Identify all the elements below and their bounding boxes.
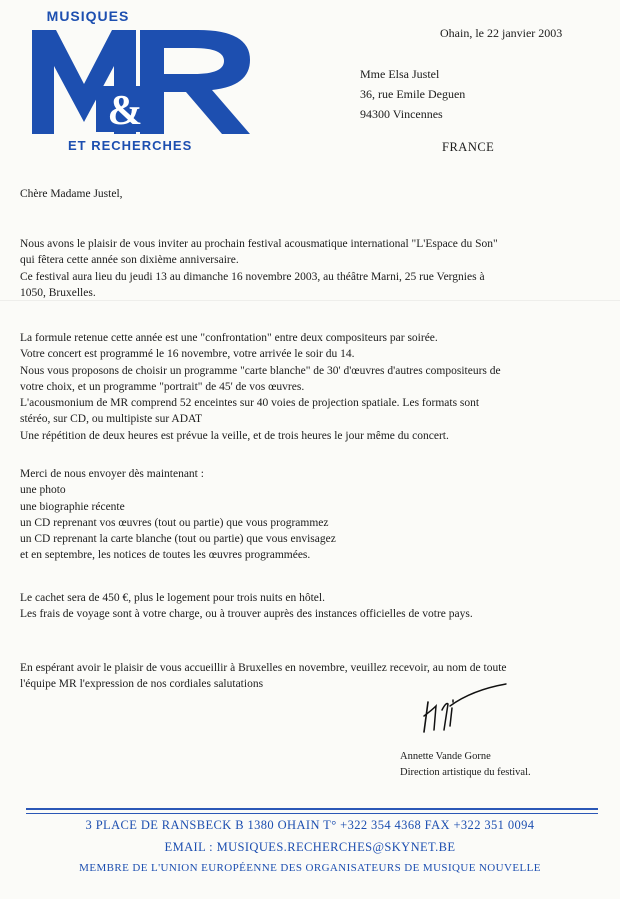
text-line: stéréo, sur CD, ou multipiste sur ADAT <box>20 413 203 426</box>
footer-rule <box>26 808 598 810</box>
salutation: Chère Madame Justel, <box>20 188 123 200</box>
paragraph-requests <box>20 466 594 564</box>
mr-logo-mark <box>28 26 256 138</box>
list-item: un CD reprenant vos œuvres (tout ou partie) que vous programmez <box>20 516 329 529</box>
list-item: un CD reprenant la carte blanche (tout ou partie) que vous envisagez <box>20 533 336 546</box>
signatory-title: Direction artistique du festival. <box>400 767 531 778</box>
signatory-name: Annette Vande Gorne <box>400 751 491 762</box>
handwritten-signature <box>420 680 510 736</box>
letterhead-logo <box>28 8 256 160</box>
text-line: Nous vous proposons de choisir un programme "carte blanche" de 30' d'œuvres d'autres compositeurs de <box>20 364 501 377</box>
svg-text:&: & <box>107 88 143 134</box>
text-line: Ce festival aura lieu du jeudi 13 au dimanche 16 novembre 2003, au théâtre Marni, 25 rue Vergnies à <box>20 270 485 283</box>
text-line: L'acousmonium de MR comprend 52 enceintes sur 40 voies de projection spatiale. Les formats sont <box>20 397 480 410</box>
text-line: Le cachet sera de 450 €, plus le logement pour trois nuits en hôtel. <box>20 592 325 604</box>
list-item: et en septembre, les notices de toutes les œuvres programmées. <box>20 549 311 562</box>
text-line: votre choix, et un programme "portrait" de 45' de vos œuvres. <box>20 380 305 393</box>
recipient-country: FRANCE <box>442 140 495 154</box>
letter-date: Ohain, le 22 janvier 2003 <box>440 26 563 40</box>
paragraph-programme <box>20 330 594 444</box>
list-item: une photo <box>20 484 66 497</box>
recipient-street: 36, rue Emile Deguen <box>360 87 466 101</box>
text-line: Une répétition de deux heures est prévue la veille, et de trois heures le jour même du concert. <box>20 429 449 442</box>
text-line: Les frais de voyage sont à votre charge, ou à trouver auprès des instances officielles de votre pays. <box>20 608 473 621</box>
recipient-name: Mme Elsa Justel <box>360 67 440 81</box>
paragraph-invitation <box>20 236 594 301</box>
footer-rule-thin <box>26 813 598 814</box>
text-line: En espérant avoir le plaisir de vous accueillir à Bruxelles en novembre, veuillez recevoir, au nom de toute <box>20 662 507 674</box>
footer-membership: MEMBRE DE L'UNION EUROPÉENNE DES ORGANISATEURS DE MUSIQUE NOUVELLE <box>79 862 541 874</box>
text-line: l'équipe MR l'expression de nos cordiales salutations <box>20 678 264 691</box>
text-line: qui fêtera cette année son dixième anniversaire. <box>20 254 239 267</box>
text-line: La formule retenue cette année est une "confrontation" entre deux compositeurs par soirée. <box>20 332 438 344</box>
text-line: Votre concert est programmé le 16 novembre, votre arrivée le soir du 14. <box>20 348 355 361</box>
text-line: Merci de nous envoyer dès maintenant : <box>20 468 204 480</box>
footer-address: 3 PLACE DE RANSBECK B 1380 OHAIN T° +322 354 4368 FAX +322 351 0094 <box>85 818 535 832</box>
logo-bottom-text: ET RECHERCHES <box>68 138 193 153</box>
signatory-block <box>400 749 531 781</box>
text-line: Nous avons le plaisir de vous inviter au prochain festival acousmatique international "L'Espace du Son" <box>20 238 498 250</box>
logo-top-text: MUSIQUES <box>46 8 130 24</box>
paragraph-fees <box>20 590 594 623</box>
list-item: une biographie récente <box>20 500 125 513</box>
recipient-city: 94300 Vincennes <box>360 107 443 121</box>
recipient-address <box>360 64 465 124</box>
footer-email: EMAIL : MUSIQUES.RECHERCHES@SKYNET.BE <box>164 840 456 854</box>
text-line: 1050, Bruxelles. <box>20 286 96 299</box>
